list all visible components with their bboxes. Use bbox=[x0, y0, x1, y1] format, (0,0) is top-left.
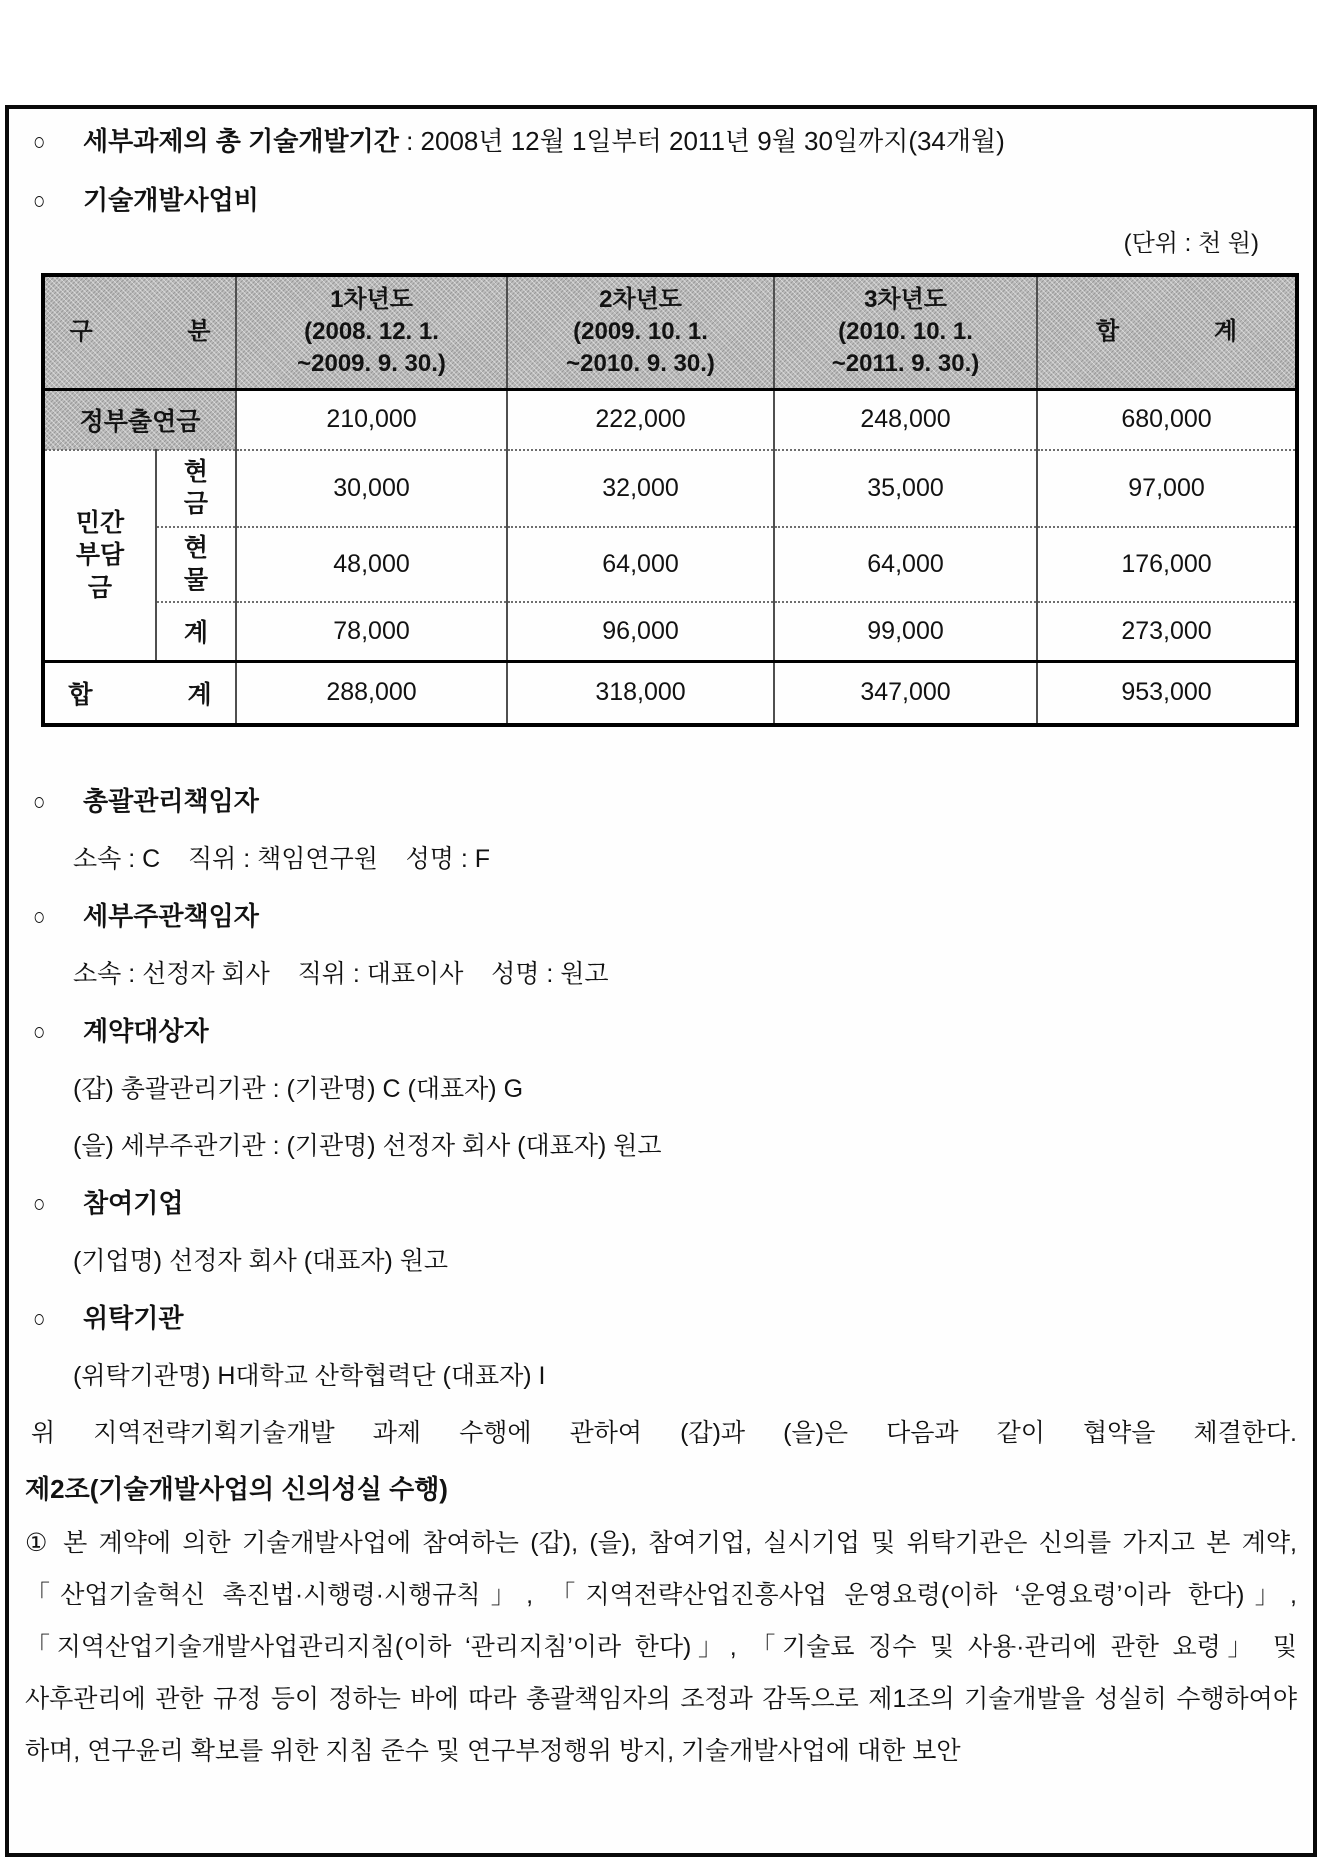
entrusted-org-detail: (위탁기관명) H대학교 산학협력단 (대표자) I bbox=[73, 1362, 546, 1390]
year1-end: ~2009. 9. 30.) bbox=[297, 350, 446, 378]
party-eul-line: (을) 세부주관기관 : (기관명) 선정자 회사 (대표자) 원고 bbox=[73, 1132, 662, 1160]
circle-bullet-icon: ○ bbox=[33, 1018, 46, 1046]
dev-period-label: 세부과제의 총 기술개발기간 bbox=[83, 126, 399, 156]
section-heading: 위탁기관 bbox=[83, 1303, 184, 1333]
year2-start: (2009. 10. 1. bbox=[573, 318, 708, 346]
gov-y3: 248,000 bbox=[774, 389, 1037, 450]
private-inkind-row bbox=[43, 527, 1297, 602]
party-gap-line: (갑) 총괄관리기관 : (기관명) C (대표자) G bbox=[73, 1075, 524, 1103]
section-entrusted-org bbox=[33, 1290, 1297, 1348]
article2-heading: 제2조(기술개발사업의 신의성실 수행) bbox=[25, 1474, 448, 1504]
participating-company-detail: (기업명) 선정자 회사 (대표자) 원고 bbox=[73, 1247, 449, 1275]
cash-y1: 30,000 bbox=[236, 450, 507, 527]
inkind-y3: 64,000 bbox=[774, 527, 1037, 602]
section-sub-manager bbox=[33, 888, 1297, 946]
section-general-manager bbox=[33, 773, 1297, 831]
section-participating-company bbox=[33, 1175, 1297, 1233]
section-heading: 총괄관리책임자 bbox=[83, 786, 259, 816]
article2-body: ① 본 계약에 의한 기술개발사업에 참여하는 (갑), (을), 참여기업, 실시기업 및 위탁기관은 신의를 가지고 본 계약, 「산업기술혁신 촉진법·시행령·시행규칙」, 「지역전략산업진흥사업 운영요령(이하 ‘운영요령’이라 한다)」, 「지역산업기술개발사업관리지침(이하 ‘관리지침’이라 한다)」, 「기술료 징수 및 사용·관리에 관한 요령」 및 사후관리에 관한 규정 등이 정하는 바에 따라 총괄책임자의 조정과 감독으로 제1조의 기술개발을 성실히 수행하여야 하며, 연구윤리 확보를 위한 지침 준수 및 연구부정행위 방지, 기술개발사업에 대한 보안 bbox=[25, 1529, 1297, 1765]
cash-total: 97,000 bbox=[1037, 450, 1297, 527]
year3-start: (2010. 10. 1. bbox=[838, 318, 973, 346]
inkind-label bbox=[156, 527, 236, 602]
cash-y2: 32,000 bbox=[507, 450, 774, 527]
header-total: 합 계 bbox=[1037, 275, 1297, 389]
total-y1: 288,000 bbox=[236, 661, 507, 725]
year2-end: ~2010. 9. 30.) bbox=[566, 350, 715, 378]
subtotal-total: 273,000 bbox=[1037, 602, 1297, 661]
subtotal-y1: 78,000 bbox=[236, 602, 507, 661]
circle-bullet-icon: ○ bbox=[33, 187, 46, 215]
year1-start: (2008. 12. 1. bbox=[304, 318, 439, 346]
private-group-label bbox=[43, 450, 156, 661]
gov-y1: 210,000 bbox=[236, 389, 507, 450]
gov-label: 정부출연금 bbox=[43, 389, 236, 450]
header-division: 구 분 bbox=[43, 275, 236, 389]
gov-y2: 222,000 bbox=[507, 389, 774, 450]
gov-contribution-row bbox=[43, 389, 1297, 450]
year3-end: ~2011. 9. 30.) bbox=[831, 350, 980, 378]
cash-y3: 35,000 bbox=[774, 450, 1037, 527]
section-heading: 세부주관책임자 bbox=[83, 901, 259, 931]
private-subtotal-row bbox=[43, 602, 1297, 661]
subtotal-y3: 99,000 bbox=[774, 602, 1037, 661]
cash-label bbox=[156, 450, 236, 527]
circle-bullet-icon: ○ bbox=[33, 903, 46, 931]
section-heading: 계약대상자 bbox=[83, 1016, 209, 1046]
general-manager-detail: 소속 : C 직위 : 책임연구원 성명 : F bbox=[73, 845, 491, 873]
document-page bbox=[5, 105, 1317, 1857]
total-y3: 347,000 bbox=[774, 661, 1037, 725]
cash-label-text: 현금 bbox=[183, 458, 209, 518]
total-y2: 318,000 bbox=[507, 661, 774, 725]
private-label-text: 민간부담금 bbox=[75, 508, 125, 602]
year3-title: 3차년도 bbox=[864, 286, 947, 314]
grand-total-label: 합 계 bbox=[43, 661, 236, 725]
inkind-y1: 48,000 bbox=[236, 527, 507, 602]
section-contract-parties bbox=[33, 1003, 1297, 1061]
subtotal-label: 계 bbox=[156, 602, 236, 661]
circle-bullet-icon: ○ bbox=[33, 128, 46, 156]
grand-total-row bbox=[43, 661, 1297, 725]
gov-total: 680,000 bbox=[1037, 389, 1297, 450]
budget-title: 기술개발사업비 bbox=[83, 185, 259, 215]
header-year3 bbox=[774, 275, 1037, 389]
header-year1 bbox=[236, 275, 507, 389]
sub-manager-detail: 소속 : 선정자 회사 직위 : 대표이사 성명 : 원고 bbox=[73, 960, 609, 988]
circle-bullet-icon: ○ bbox=[33, 1190, 46, 1218]
inkind-y2: 64,000 bbox=[507, 527, 774, 602]
year1-title: 1차년도 bbox=[330, 286, 413, 314]
dev-period-value: : 2008년 12월 1일부터 2011년 9월 30일까지(34개월) bbox=[398, 126, 1005, 156]
circle-bullet-icon: ○ bbox=[33, 788, 46, 816]
subtotal-y2: 96,000 bbox=[507, 602, 774, 661]
inkind-label-text: 현물 bbox=[183, 534, 209, 594]
budget-title-line bbox=[33, 182, 1297, 219]
inkind-total: 176,000 bbox=[1037, 527, 1297, 602]
agreement-closing-line: 위 지역전략기획기술개발 과제 수행에 관하여 (갑)과 (을)은 다음과 같이 협약을 체결한다. bbox=[31, 1419, 1297, 1447]
section-heading: 참여기업 bbox=[83, 1188, 184, 1218]
info-sections bbox=[25, 773, 1297, 1405]
circle-bullet-icon: ○ bbox=[33, 1305, 46, 1333]
budget-table bbox=[41, 273, 1299, 727]
table-header-row bbox=[43, 275, 1297, 389]
total-total: 953,000 bbox=[1037, 661, 1297, 725]
year2-title: 2차년도 bbox=[599, 286, 682, 314]
dev-period-line bbox=[33, 123, 1297, 160]
header-year2 bbox=[507, 275, 774, 389]
private-cash-row bbox=[43, 450, 1297, 527]
unit-note: (단위 : 천 원) bbox=[1123, 230, 1259, 257]
